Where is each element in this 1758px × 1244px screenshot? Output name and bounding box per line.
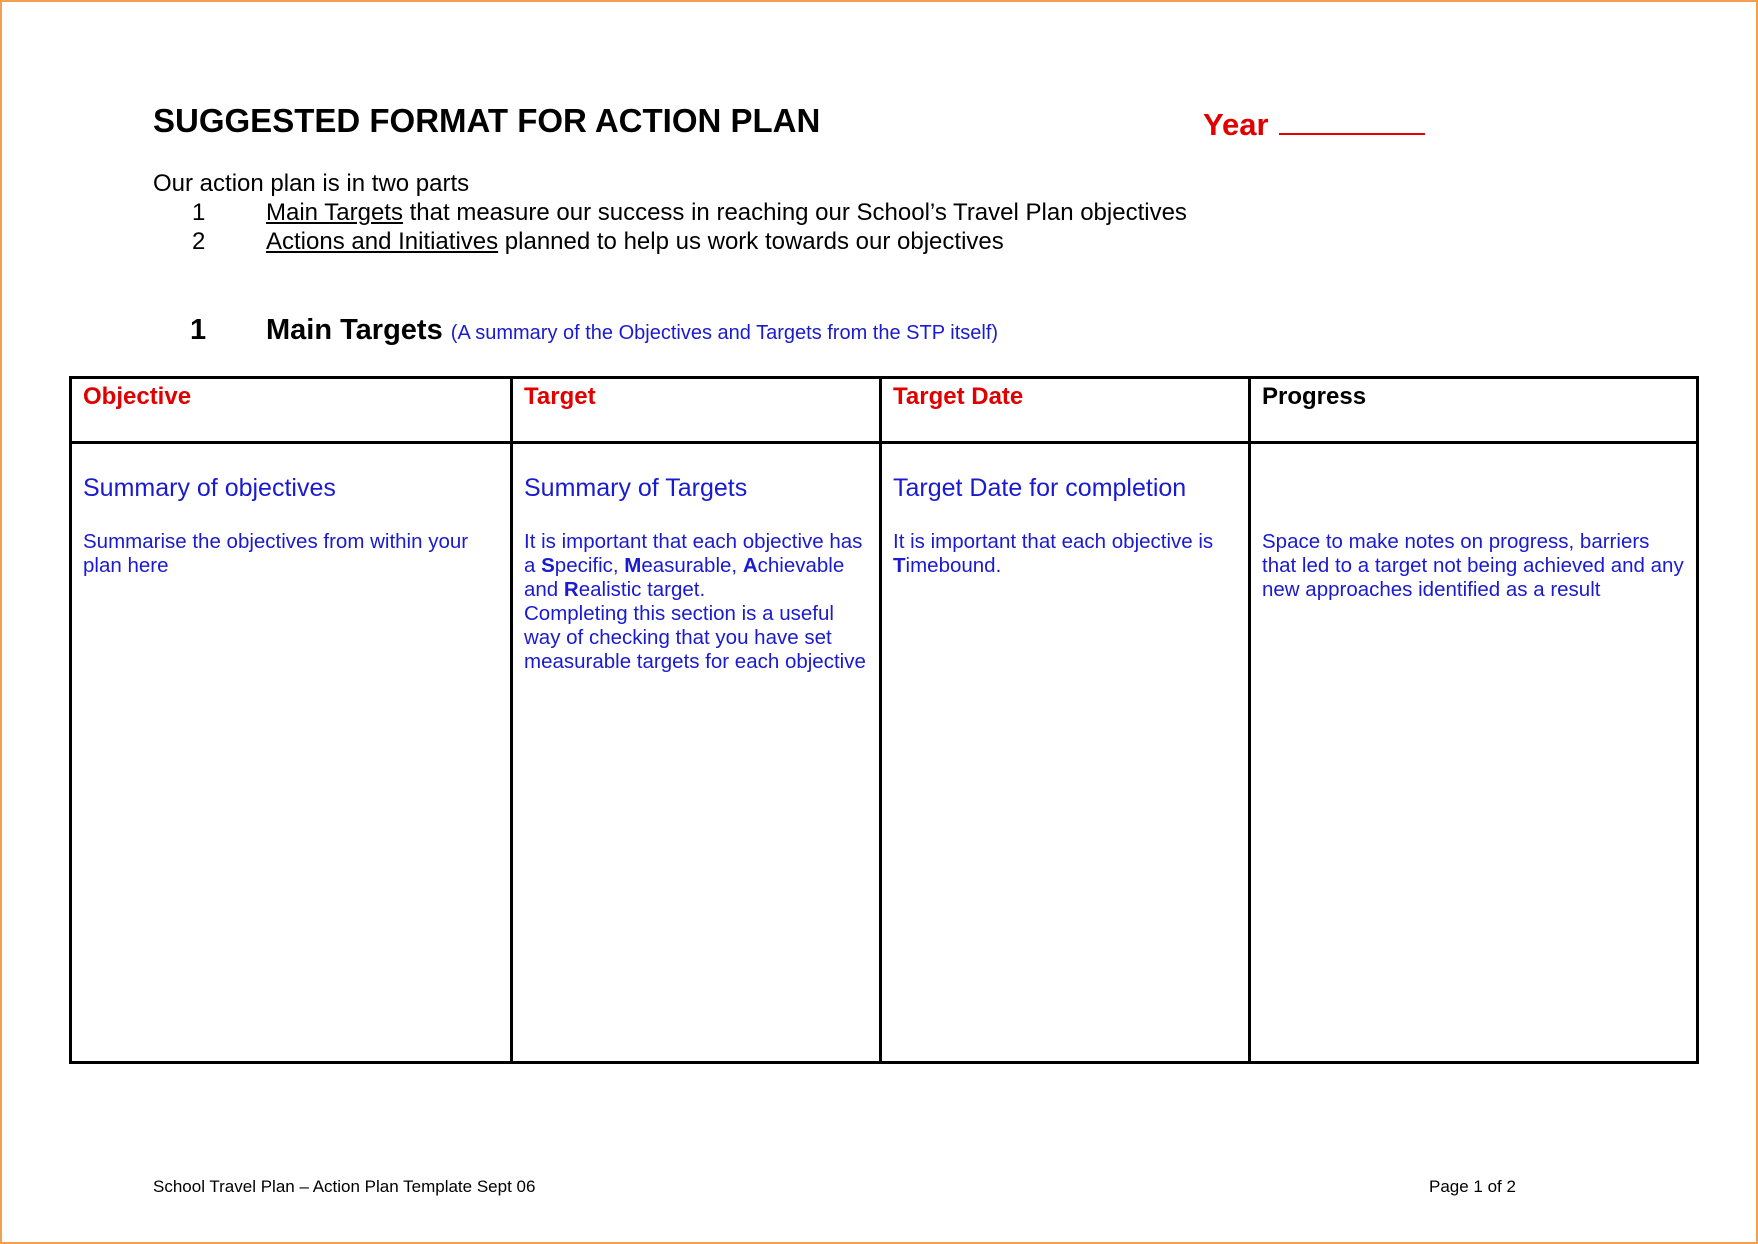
year-blank-line <box>1279 103 1425 135</box>
header-target-date: Target Date <box>881 378 1250 443</box>
section-number: 1 <box>190 314 207 346</box>
target-body-2: Completing this section is a useful way of checking that you have set measurable targets for each objective <box>524 602 866 673</box>
header-progress: Progress <box>1250 378 1698 443</box>
cell-target[interactable] <box>512 443 881 1063</box>
footer-page-number: Page 1 of 2 <box>1429 1177 1516 1196</box>
action-plan-table <box>69 376 1699 1064</box>
intro-lead: Our action plan is in two parts <box>153 170 470 197</box>
header-objective: Objective <box>71 378 512 443</box>
intro-item-2-text: planned to help us work towards our objectives <box>498 228 1004 255</box>
progress-body: Space to make notes on progress, barriers that led to a target not being achieved and any new approaches identified as a result <box>1262 530 1684 601</box>
target-body: It is important that each objective has a Specific, Measurable, Achievable and Realistic target. <box>524 530 863 601</box>
cell-progress[interactable] <box>1250 443 1698 1063</box>
cell-target-date[interactable] <box>881 443 1250 1063</box>
cell-objective[interactable] <box>71 443 512 1063</box>
section-heading-row <box>266 314 998 347</box>
objective-body: Summarise the objectives from within your plan here <box>83 530 469 577</box>
section-subheading: (A summary of the Objectives and Targets from the STP itself) <box>450 322 999 344</box>
header-target: Target <box>512 378 881 443</box>
intro-item-1-link: Main Targets <box>266 199 403 226</box>
intro-item-2-number: 2 <box>192 228 206 255</box>
objective-heading: Summary of objectives <box>83 474 336 502</box>
intro-item-1-text: that measure our success in reaching our School’s Travel Plan objectives <box>402 199 1187 226</box>
footer-doc-title: School Travel Plan – Action Plan Template Sept 06 <box>153 1177 536 1196</box>
target-date-heading: Target Date for completion <box>893 474 1187 502</box>
table-header-row <box>71 378 1698 443</box>
target-date-body: It is important that each objective is Timebound. <box>893 530 1214 577</box>
intro-item-1-number: 1 <box>192 199 206 226</box>
document-title: SUGGESTED FORMAT FOR ACTION PLAN <box>153 102 821 139</box>
section-heading: Main Targets <box>266 314 443 346</box>
year-label: Year <box>1203 107 1269 142</box>
year-field <box>1203 103 1425 143</box>
intro-item-1 <box>266 199 1187 227</box>
intro-item-2-link: Actions and Initiatives <box>266 228 499 255</box>
target-heading: Summary of Targets <box>524 474 748 502</box>
table-row <box>71 443 1698 1063</box>
intro-item-2 <box>266 228 1004 256</box>
